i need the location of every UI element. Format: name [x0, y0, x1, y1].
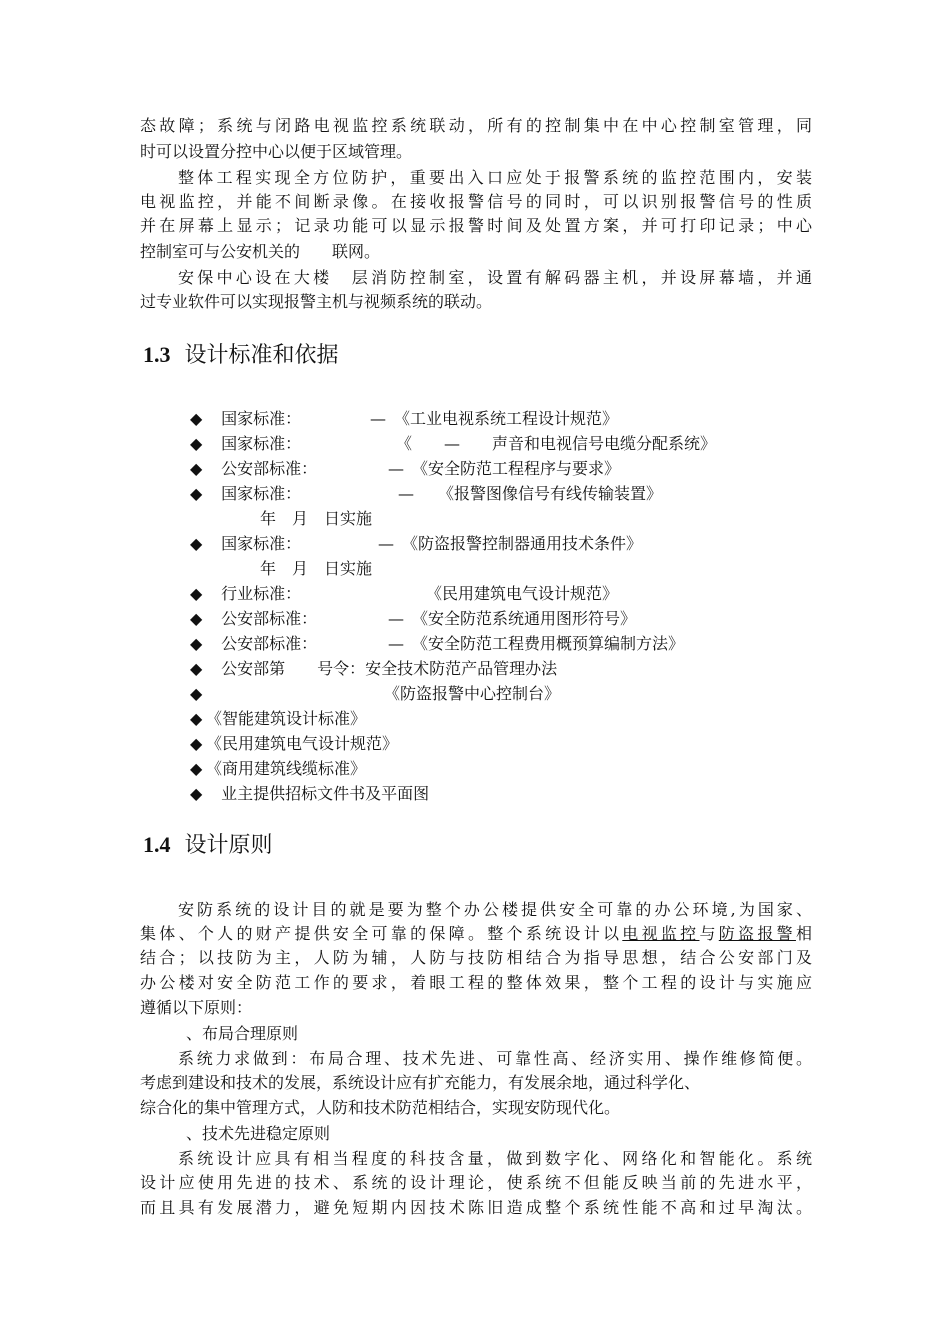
paragraph-line: 办公楼对安全防范工作的要求，着眼工程的整体效果，整个工程的设计与实施应: [140, 973, 812, 992]
diamond-bullet-icon: ◆: [190, 709, 203, 728]
diamond-bullet-icon: ◆: [190, 759, 203, 778]
diamond-bullet-icon: ◆: [190, 409, 203, 428]
paragraph-line: 而且具有发展潜力，避免短期内因技术陈旧造成整个系统性能不高和过早淘汰。: [140, 1198, 812, 1217]
standard-label: 国家标准：: [221, 534, 302, 553]
diamond-bullet-icon: ◆: [190, 634, 203, 653]
standard-label: 《商用建筑线缆标准》: [206, 759, 367, 778]
diamond-bullet-icon: ◆: [190, 584, 203, 603]
standard-label: 公安部第 号令：安全技术防范产品管理办法: [221, 659, 558, 678]
paragraph-line: 整体工程实现全方位防护，重要出入口应处于报警系统的监控范围内，安装: [178, 168, 812, 187]
standard-text: — 《安全防范工程费用概预算编制方法》: [388, 634, 685, 653]
paragraph-line: 电视监控，并能不间断录像。在接收报警信号的同时，可以识别报警信号的性质: [140, 192, 812, 211]
list-item: [190, 583, 301, 605]
standard-label: 《民用建筑电气设计规范》: [206, 734, 399, 753]
paragraph-line: 设计应使用先进的技术、系统的设计理论，使系统不但能反映当前的先进水平，: [140, 1173, 812, 1192]
diamond-bullet-icon: ◆: [190, 684, 203, 703]
standard-text: — 《安全防范工程程序与要求》: [388, 459, 621, 478]
list-item: [190, 783, 429, 805]
text-run: 与: [699, 924, 719, 943]
standard-text: — 《安全防范系统通用图形符号》: [388, 609, 637, 628]
standard-label: 国家标准：: [221, 484, 302, 503]
standard-text: — 《工业电视系统工程设计规范》: [370, 409, 619, 428]
paragraph-line: 时可以设置分控中心以便于区域管理。: [140, 142, 413, 161]
diamond-bullet-icon: ◆: [190, 734, 203, 753]
standard-text: 《民用建筑电气设计规范》: [426, 584, 619, 603]
standard-label: 国家标准：: [221, 434, 302, 453]
paragraph-line: 系统设计应具有相当程度的科技含量，做到数字化、网络化和智能化。系统: [178, 1149, 812, 1168]
text-run: 集体、个人的财产提供安全可靠的保障。整个系统设计以: [140, 924, 623, 943]
list-item: [190, 758, 366, 780]
section-number: 1.4: [143, 832, 171, 857]
standard-date: 年 月 日实施: [260, 559, 373, 578]
standard-label: 公安部标准：: [221, 634, 318, 653]
list-item: [190, 708, 366, 730]
list-item: [190, 658, 557, 680]
paragraph-line: 结合；以技防为主，人防为辅，人防与技防相结合为指导思想，结合公安部门及: [140, 948, 812, 967]
paragraph-line: 过专业软件可以实现报警主机与视频系统的联动。: [140, 292, 493, 311]
paragraph-line: [140, 922, 812, 946]
paragraph-line: 考虑到建设和技术的发展，系统设计应有扩充能力，有发展余地，通过科学化、: [140, 1073, 701, 1092]
section-number: 1.3: [143, 342, 171, 367]
paragraph-line: 遵循以下原则：: [140, 998, 253, 1017]
paragraph-line: 控制室可与公安机关的 联网。: [140, 242, 381, 261]
diamond-bullet-icon: ◆: [190, 784, 203, 803]
standard-label: 公安部标准：: [221, 609, 318, 628]
text-run: 相: [795, 924, 812, 943]
standard-label: 业主提供招标文件书及平面图: [221, 784, 430, 803]
standard-label: 公安部标准：: [221, 459, 318, 478]
paragraph-line: 系统力求做到：布局合理、技术先进、可靠性高、经济实用、操作维修简便。: [178, 1049, 812, 1068]
paragraph-line: 综合化的集中管理方式，人防和技术防范相结合，实现安防现代化。: [140, 1098, 621, 1117]
list-item: [190, 633, 317, 655]
diamond-bullet-icon: ◆: [190, 609, 203, 628]
diamond-bullet-icon: ◆: [190, 659, 203, 678]
diamond-bullet-icon: ◆: [190, 534, 203, 553]
standard-label: 国家标准：: [221, 409, 302, 428]
section-title: 设计标准和依据: [184, 343, 339, 368]
list-item: [190, 683, 206, 705]
subsection-title: 、技术先进稳定原则: [186, 1124, 331, 1143]
list-item: [190, 433, 301, 455]
section-heading: [143, 830, 273, 861]
standard-text: — 《报警图像信号有线传输装置》: [398, 484, 663, 503]
list-item: [190, 483, 301, 505]
list-item: [190, 733, 398, 755]
list-item: [190, 533, 301, 555]
standard-text: — 《防盗报警控制器通用技术条件》: [378, 534, 643, 553]
link-burglar-alarm[interactable]: 防盗报警: [718, 924, 796, 943]
paragraph-line: 态故障；系统与闭路电视监控系统联动，所有的控制集中在中心控制室管理，同: [140, 116, 812, 135]
paragraph-line: 安保中心设在大楼 层消防控制室，设置有解码器主机，并设屏幕墙，并通: [178, 268, 812, 287]
diamond-bullet-icon: ◆: [190, 434, 203, 453]
standard-label: 行业标准：: [221, 584, 302, 603]
diamond-bullet-icon: ◆: [190, 484, 203, 503]
list-item: [190, 408, 301, 430]
standard-text: 《 — 声音和电视信号电缆分配系统》: [396, 434, 717, 453]
diamond-bullet-icon: ◆: [190, 459, 203, 478]
standard-text: 《防盗报警中心控制台》: [384, 684, 561, 703]
standard-label: 《智能建筑设计标准》: [206, 709, 367, 728]
paragraph-line: 安防系统的设计目的就是要为整个办公楼提供安全可靠的办公环境,为国家、: [178, 900, 812, 919]
list-item: [190, 458, 317, 480]
section-title: 设计原则: [184, 833, 273, 858]
link-video-surveillance[interactable]: 电视监控: [622, 924, 700, 943]
standard-date: 年 月 日实施: [260, 509, 373, 528]
paragraph-line: 并在屏幕上显示；记录功能可以显示报警时间及处置方案，并可打印记录；中心: [140, 216, 812, 235]
section-heading: [143, 340, 339, 371]
subsection-title: 、布局合理原则: [186, 1024, 299, 1043]
list-item: [190, 608, 317, 630]
